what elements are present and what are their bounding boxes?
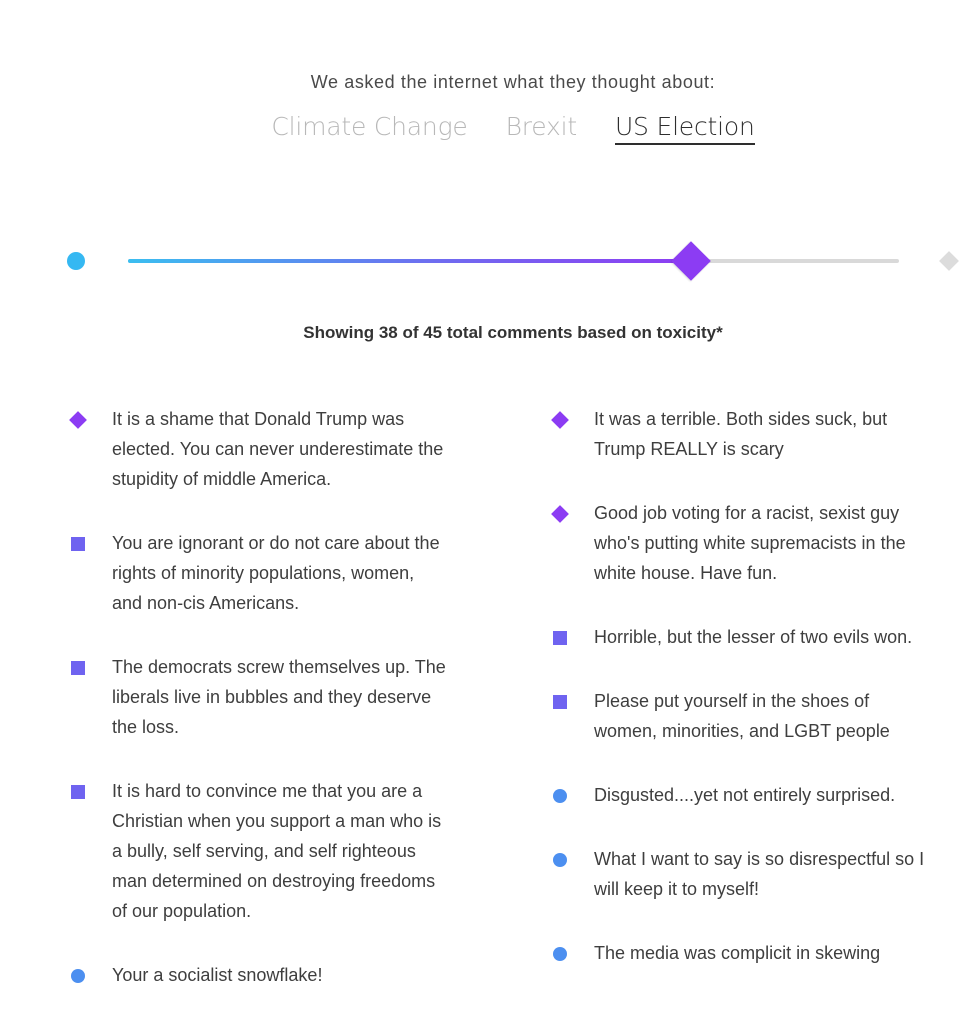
slider-track[interactable] — [128, 259, 899, 263]
comment-text: What I want to say is so disrespectful so I will keep it to myself! — [594, 849, 925, 899]
comment-item — [548, 498, 928, 588]
comment-count-summary: Showing 38 of 45 total comments based on toxicity* — [303, 323, 723, 342]
comment-item — [548, 844, 928, 904]
comment-text: Disgusted....yet not entirely surprised. — [594, 785, 896, 805]
tab-brexit[interactable]: Brexit — [505, 112, 577, 141]
square-icon — [553, 631, 567, 645]
comment-item — [548, 622, 928, 652]
square-icon — [71, 661, 85, 675]
comment-item — [548, 780, 928, 810]
toxicity-slider[interactable] — [0, 240, 972, 284]
slider-end-diamond-icon — [939, 251, 959, 271]
topic-tabs — [0, 112, 972, 145]
comment-text: You are ignorant or do not care about the rights of minority populations, women, and non-cis Americans. — [112, 533, 440, 613]
circle-icon — [71, 969, 85, 983]
comments-right-column — [548, 404, 928, 1002]
intro-text: We asked the internet what they thought about: — [310, 72, 716, 92]
square-icon — [553, 695, 567, 709]
circle-icon — [553, 853, 567, 867]
comment-item — [66, 776, 446, 926]
comments-left-column — [66, 404, 446, 1024]
square-icon — [71, 785, 85, 799]
comment-item — [66, 404, 446, 494]
slider-fill — [128, 259, 691, 263]
slider-handle-diamond-icon[interactable] — [671, 241, 711, 281]
comment-text: Please put yourself in the shoes of women, minorities, and LGBT people — [594, 691, 890, 741]
square-icon — [71, 537, 85, 551]
tab-us-election[interactable]: US Election — [615, 112, 755, 145]
diamond-icon — [551, 411, 569, 429]
circle-icon — [553, 947, 567, 961]
comment-item — [548, 404, 928, 464]
comment-text: It is hard to convince me that you are a Christian when you support a man who is a bully, self serving, and self righteous man determined on destroying freedoms of our population. — [112, 781, 442, 921]
comment-item — [548, 686, 928, 746]
comment-item — [548, 938, 928, 968]
comment-text: The democrats screw themselves up. The liberals live in bubbles and they deserve the loss. — [112, 657, 446, 737]
diamond-icon — [551, 505, 569, 523]
comment-text: The media was complicit in skewing — [594, 943, 881, 963]
comment-text: Your a socialist snowflake! — [112, 965, 323, 985]
comment-item — [66, 528, 446, 618]
tab-climate-change[interactable]: Climate Change — [271, 112, 468, 141]
comment-item — [66, 652, 446, 742]
comment-item — [66, 960, 446, 990]
diamond-icon — [69, 411, 87, 429]
comment-text: It was a terrible. Both sides suck, but Trump REALLY is scary — [594, 409, 888, 459]
slider-start-circle-icon — [67, 252, 85, 270]
comment-text: Horrible, but the lesser of two evils won. — [594, 627, 913, 647]
circle-icon — [553, 789, 567, 803]
comment-text: Good job voting for a racist, sexist guy who's putting white supremacists in the white house. Have fun. — [594, 503, 906, 583]
comment-text: It is a shame that Donald Trump was elected. You can never underestimate the stupidity of middle America. — [112, 409, 444, 489]
